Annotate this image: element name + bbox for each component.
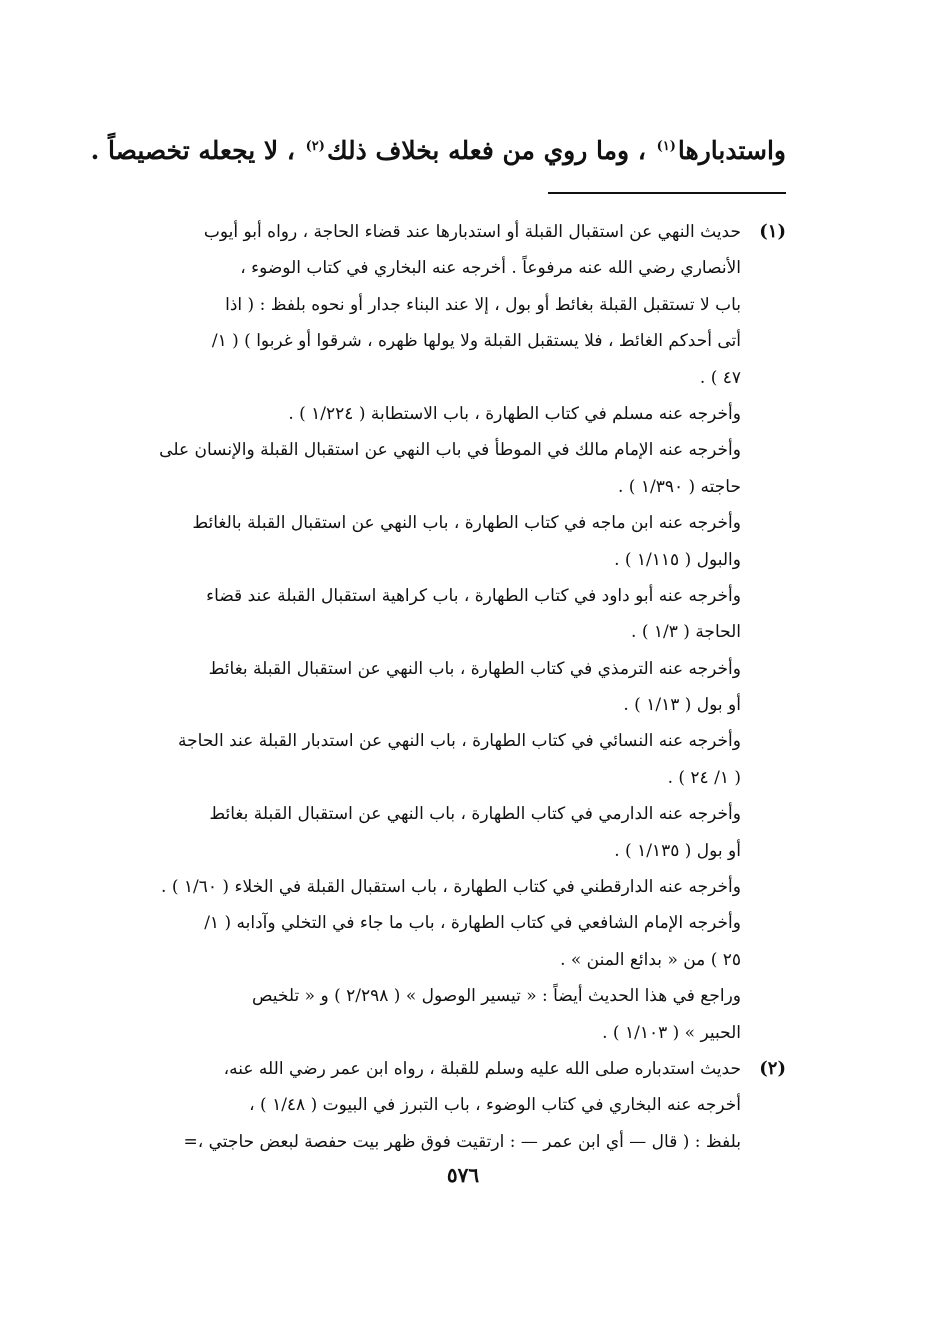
main-text-part-1: واستدبارها	[677, 136, 786, 165]
footnote-line: ٤٧ ) .	[699, 367, 741, 388]
footnote-line: وأخرجه عنه الإمام مالك في الموطأ في باب النهي عن استقبال القبلة والإنسان على	[159, 440, 741, 461]
footnote-line: وأخرجه عنه الدارمي في كتاب الطهارة ، باب النهي عن استقبال القبلة بغائط	[209, 804, 741, 825]
footnote-separator	[548, 192, 786, 194]
main-text-part-2: ، وما روي من فعله بخلاف ذلك	[326, 136, 646, 165]
footnote-number: (١)	[759, 221, 786, 242]
footnote-line: وراجع في هذا الحديث أيضاً : « تيسير الوصول » ( ٢/٢٩٨ ) و « تلخيص	[251, 986, 741, 1007]
footnote-line: حديث النهي عن استقبال القبلة أو استدبارها عند قضاء الحاجة ، رواه أبو أيوب	[203, 222, 741, 242]
footnote-line: حديث استدباره صلى الله عليه وسلم للقبلة ، رواه ابن عمر رضي الله عنه،	[223, 1058, 741, 1079]
footnote-line: وأخرجه عنه أبو داود في كتاب الطهارة ، باب كراهية استقبال القبلة عند قضاء	[206, 585, 741, 606]
main-text-part-3: ، لا يجعله تخصيصاً .	[90, 136, 295, 165]
footnote-line: باب لا تستقبل القبلة بغائط أو بول ، إلا عند البناء جدار أو نحوه بلفظ : ( اذا	[225, 294, 741, 315]
footnote-line: الحاجة ( ١/٣ ) .	[631, 622, 741, 643]
footnote-line: وأخرجه عنه ابن ماجه في كتاب الطهارة ، باب النهي عن استقبال القبلة بالغائط	[192, 513, 741, 534]
footnote-1	[106, 214, 786, 1051]
footnote-line: وأخرجه عنه الدارقطني في كتاب الطهارة ، باب استقبال القبلة في الخلاء ( ١/٦٠ ) .	[161, 877, 741, 898]
footnote-2	[106, 1051, 786, 1160]
footnote-line: وأخرجه الإمام الشافعي في كتاب الطهارة ، باب ما جاء في التخلي وآدابه ( ١/	[204, 913, 741, 934]
footnote-line: الأنصاري رضي الله عنه مرفوعاً . أخرجه عنه البخاري في كتاب الوضوء ،	[240, 258, 741, 279]
footnote-line: وأخرجه عنه مسلم في كتاب الطهارة ، باب الاستطابة ( ١/٢٢٤ ) .	[288, 403, 741, 424]
footnote-line: والبول ( ١/١١٥ ) .	[614, 549, 741, 570]
footnote-line: حاجته ( ١/٣٩٠ ) .	[618, 476, 741, 497]
footnote-line: بلفظ : ( قال — أي ابن عمر — : ارتقيت فوق ظهر بيت حفصة لبعض حاجتي ،=	[183, 1131, 741, 1152]
footnote-line: وأخرجه عنه الترمذي في كتاب الطهارة ، باب النهي عن استقبال القبلة بغائط	[208, 658, 741, 679]
page-number: ٥٧٦	[446, 1163, 480, 1187]
footnote-number: (٢)	[759, 1057, 786, 1079]
footnote-line: أتى أحدكم الغائط ، فلا يستقبل القبلة ولا يولها ظهره ، شرقوا أو غربوا ) ( ١/	[211, 331, 741, 352]
footnote-line: الحبير » ( ١/١٠٣ ) .	[602, 1022, 741, 1043]
footnote-line: أو بول ( ١/١٣ ) .	[623, 695, 741, 716]
footnotes-section	[106, 214, 786, 1160]
footnote-ref-2[interactable]: (٢)	[305, 139, 325, 154]
footnote-line: أخرجه عنه البخاري في كتاب الوضوء ، باب التبرز في البيوت ( ١/٤٨ ) ،	[249, 1095, 741, 1116]
main-text-line	[90, 125, 786, 173]
footnote-line: أو بول ( ١/١٣٥ ) .	[614, 840, 741, 861]
footnote-line: ٢٥ ) من « بدائع المنن » .	[560, 949, 741, 970]
footnote-line: وأخرجه عنه النسائي في كتاب الطهارة ، باب النهي عن استدبار القبلة عند الحاجة	[178, 731, 741, 752]
footnote-line: ( ١/ ٢٤ ) .	[667, 767, 741, 788]
footnote-ref-1[interactable]: (١)	[656, 139, 676, 154]
